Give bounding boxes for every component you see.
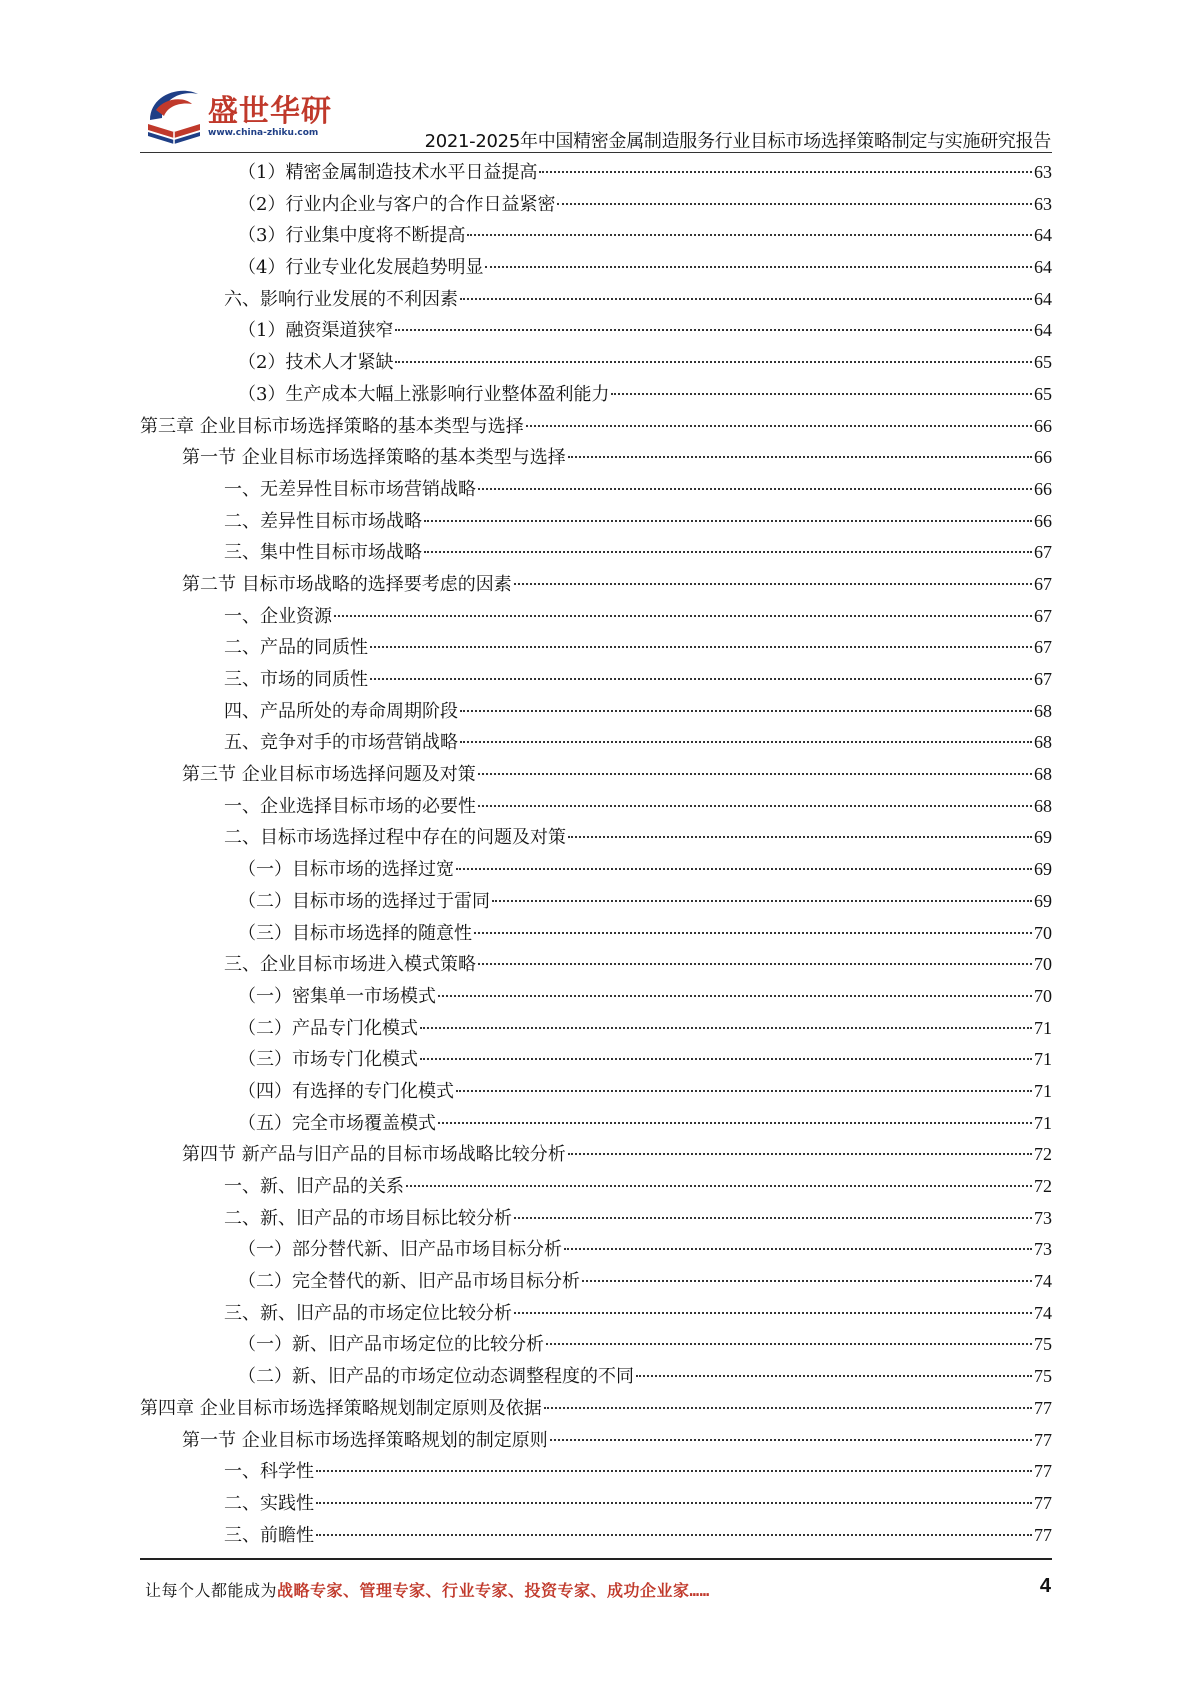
toc-entry[interactable] [140,601,1052,633]
toc-leader-dots [568,1153,1032,1155]
toc-entry-page: 63 [1034,193,1052,214]
toc-entry-title: 三、前瞻性 [224,1524,314,1546]
toc-entry-title: （2）行业内企业与客户的合作日益紧密 [238,193,556,215]
toc-entry-page: 74 [1034,1302,1052,1323]
toc-entry-page: 65 [1034,352,1052,373]
toc-entry-title: 一、企业资源 [224,605,332,627]
logo-url: www.china-zhiku.com [208,128,319,138]
toc-entry-title: 第一节 企业目标市场选择策略规划的制定原则 [182,1429,548,1451]
toc-entry-title: 四、产品所处的寿命周期阶段 [224,700,458,722]
toc-entry[interactable] [140,1108,1052,1140]
toc-entry-page: 64 [1034,225,1052,246]
toc-entry-page: 67 [1034,669,1052,689]
toc-entry-title: （3）生产成本大幅上涨影响行业整体盈利能力 [238,383,610,405]
toc-leader-dots [485,266,1032,268]
toc-entry[interactable] [140,474,1052,506]
toc-leader-dots [636,1375,1032,1377]
footer-slogan [145,1578,710,1601]
toc-entry-title: 二、目标市场选择过程中存在的问题及对策 [224,827,566,849]
toc-leader-dots [420,1058,1032,1060]
toc-entry-page: 70 [1034,985,1052,1006]
toc-entry-page: 63 [1034,162,1052,182]
toc-entry-page: 71 [1034,1049,1052,1070]
toc-leader-dots [526,425,1032,427]
toc-entry[interactable] [140,1266,1052,1298]
toc-leader-dots [316,1502,1032,1504]
toc-leader-dots [316,1534,1032,1536]
toc-entry-page: 73 [1034,1239,1052,1260]
toc-entry-title: 一、无差异性目标市场营销战略 [224,478,476,500]
toc-leader-dots [478,488,1032,490]
toc-entry-page: 68 [1034,795,1052,816]
toc-entry-title: （3）行业集中度将不断提高 [238,225,466,247]
toc-entry-title: （一）新、旧产品市场定位的比较分析 [238,1334,544,1356]
toc-entry-title: 六、影响行业发展的不利因素 [224,288,458,310]
toc-entry-title: 第三章 企业目标市场选择策略的基本类型与选择 [140,415,524,437]
toc-entry-page: 68 [1034,700,1052,721]
toc-leader-dots [568,836,1032,838]
toc-entry-page: 69 [1034,827,1052,848]
toc-entry-page: 77 [1034,1397,1052,1418]
toc-entry-page: 66 [1034,447,1052,468]
toc-entry-page: 69 [1034,859,1052,880]
toc-entry-title: （一）部分替代新、旧产品市场目标分析 [238,1239,562,1261]
toc-leader-dots [456,1090,1032,1092]
toc-entry[interactable] [140,664,1052,696]
footer-divider [140,1558,1052,1560]
toc-entry[interactable] [140,442,1052,474]
toc-leader-dots [467,234,1032,236]
toc-leader-dots [438,995,1032,997]
toc-leader-dots [514,1217,1032,1219]
header-divider [140,152,1052,153]
toc-entry-page: 72 [1034,1176,1052,1196]
toc-entry[interactable] [140,569,1052,601]
toc-entry-page: 77 [1034,1524,1052,1545]
toc-entry[interactable] [140,1329,1052,1361]
toc-entry-page: 70 [1034,954,1052,975]
toc-entry[interactable] [140,1013,1052,1045]
toc-entry-title: 二、差异性目标市场战略 [224,510,422,532]
toc-leader-dots [424,520,1032,522]
toc-entry[interactable] [140,1520,1052,1552]
toc-entry[interactable] [140,157,1052,189]
toc-entry-title: 二、新、旧产品的市场目标比较分析 [224,1207,512,1229]
toc-entry-page: 71 [1034,1112,1052,1133]
toc-entry-page: 71 [1034,1017,1052,1038]
toc-entry[interactable] [140,189,1052,221]
toc-entry-title: 第二节 目标市场战略的选择要考虑的因素 [182,573,512,595]
toc-leader-dots [456,868,1032,870]
toc-entry[interactable] [140,981,1052,1013]
toc-entry-title: （4）行业专业化发展趋势明显 [238,257,484,279]
toc-entry[interactable] [140,1234,1052,1266]
toc-leader-dots [334,615,1032,617]
toc-leader-dots [406,1185,1032,1187]
toc-entry-page: 68 [1034,732,1052,753]
toc-leader-dots [420,1027,1032,1029]
toc-entry[interactable] [140,347,1052,379]
toc-entry[interactable] [140,727,1052,759]
logo-name: 盛世华研 [208,94,332,129]
toc-leader-dots [611,393,1032,395]
toc-entry-title: 三、企业目标市场进入模式策略 [224,954,476,976]
toc-entry-title: （三）市场专门化模式 [238,1049,418,1071]
toc-entry-page: 77 [1034,1492,1052,1513]
toc-leader-dots [478,805,1032,807]
toc-entry-title: （2）技术人才紧缺 [238,352,394,374]
toc-leader-dots [568,456,1032,458]
toc-entry-page: 64 [1034,257,1052,278]
toc-entry-title: （四）有选择的专门化模式 [238,1080,454,1102]
toc-entry-title: 三、集中性目标市场战略 [224,542,422,564]
toc-leader-dots [514,1312,1032,1314]
table-of-contents [140,157,1052,1551]
toc-entry-page: 75 [1034,1366,1052,1387]
toc-entry-title: 一、企业选择目标市场的必要性 [224,795,476,817]
toc-leader-dots [395,329,1032,331]
toc-entry-page: 66 [1034,510,1052,531]
toc-leader-dots [316,1470,1032,1472]
toc-leader-dots [438,1122,1032,1124]
toc-entry[interactable] [140,1044,1052,1076]
toc-leader-dots [370,646,1032,648]
report-title: 2021-2025年中国精密金属制造服务行业目标市场选择策略制定与实施研究报告 [424,131,1051,152]
toc-entry[interactable] [140,1171,1052,1203]
toc-entry[interactable] [140,252,1052,284]
toc-leader-dots [478,773,1032,775]
toc-entry-page: 67 [1034,542,1052,563]
toc-entry[interactable] [140,220,1052,252]
toc-entry-title: 一、科学性 [224,1461,314,1483]
toc-entry-title: （1）融资渠道狭窄 [238,320,394,342]
toc-leader-dots [460,298,1032,300]
toc-leader-dots [544,1407,1032,1409]
toc-entry[interactable] [140,759,1052,791]
toc-entry-page: 67 [1034,573,1052,594]
toc-entry-title: （三）目标市场选择的随意性 [238,922,472,944]
toc-leader-dots [546,1343,1032,1345]
toc-entry-page: 72 [1034,1144,1052,1165]
toc-entry[interactable] [140,854,1052,886]
toc-entry-title: （二）目标市场的选择过于雷同 [238,890,490,912]
toc-entry[interactable] [140,315,1052,347]
toc-entry-title: 二、产品的同质性 [224,637,368,659]
toc-entry-title: 第三节 企业目标市场选择问题及对策 [182,764,476,786]
toc-entry-page: 77 [1034,1429,1052,1450]
company-logo [140,80,332,150]
toc-entry[interactable] [140,379,1052,411]
toc-entry[interactable] [140,918,1052,950]
toc-entry-page: 64 [1034,288,1052,309]
toc-entry-page: 73 [1034,1207,1052,1228]
toc-entry-page: 71 [1034,1080,1052,1101]
logo-book-icon [140,80,210,150]
toc-entry-title: （一）密集单一市场模式 [238,985,436,1007]
toc-entry[interactable] [140,506,1052,538]
toc-entry-title: （五）完全市场覆盖模式 [238,1112,436,1134]
toc-entry-page: 67 [1034,605,1052,626]
toc-entry-page: 70 [1034,922,1052,943]
toc-entry[interactable] [140,1456,1052,1488]
toc-entry-title: 第四节 新产品与旧产品的目标市场战略比较分析 [182,1144,566,1166]
toc-entry-page: 66 [1034,478,1052,499]
page-number: 4 [1039,1575,1051,1597]
toc-entry[interactable] [140,1139,1052,1171]
toc-entry[interactable] [140,791,1052,823]
toc-entry-title: （二）完全替代的新、旧产品市场目标分析 [238,1271,580,1293]
toc-entry-page: 75 [1034,1334,1052,1355]
page-header [0,0,1191,150]
toc-entry-page: 65 [1034,383,1052,404]
toc-entry-title: （二）产品专门化模式 [238,1017,418,1039]
toc-leader-dots [582,1280,1032,1282]
slogan-prefix: 让每个人都能成为 [145,1581,278,1600]
toc-entry[interactable] [140,822,1052,854]
toc-leader-dots [478,963,1032,965]
toc-leader-dots [550,1439,1032,1441]
toc-entry[interactable] [140,1298,1052,1330]
toc-entry-title: 二、实践性 [224,1492,314,1514]
toc-entry-page: 66 [1034,415,1052,436]
toc-entry[interactable] [140,411,1052,443]
toc-leader-dots [564,1248,1032,1250]
toc-entry[interactable] [140,632,1052,664]
toc-leader-dots [370,678,1032,680]
toc-entry-title: 第四章 企业目标市场选择策略规划制定原则及依据 [140,1397,542,1419]
toc-entry[interactable] [140,949,1052,981]
toc-entry-title: （一）目标市场的选择过宽 [238,859,454,881]
toc-entry-page: 67 [1034,637,1052,658]
toc-entry-title: 三、市场的同质性 [224,669,368,690]
toc-leader-dots [395,361,1032,363]
toc-entry-page: 68 [1034,764,1052,785]
toc-entry[interactable] [140,1361,1052,1393]
toc-entry-title: 三、新、旧产品的市场定位比较分析 [224,1302,512,1324]
toc-leader-dots [424,551,1032,553]
toc-leader-dots [539,171,1032,173]
toc-leader-dots [514,583,1032,585]
toc-entry[interactable] [140,886,1052,918]
toc-entry[interactable] [140,1488,1052,1520]
toc-leader-dots [474,932,1032,934]
toc-entry-title: （二）新、旧产品的市场定位动态调整程度的不同 [238,1366,634,1388]
toc-leader-dots [460,710,1032,712]
toc-entry[interactable] [140,1393,1052,1425]
toc-entry-title: 五、竞争对手的市场营销战略 [224,732,458,754]
toc-entry-page: 69 [1034,890,1052,911]
toc-entry[interactable] [140,1203,1052,1235]
slogan-highlight: 战略专家、管理专家、行业专家、投资专家、成功企业家…… [277,1581,710,1600]
toc-entry[interactable] [140,284,1052,316]
toc-entry-title: （1）精密金属制造技术水平日益提高 [238,162,538,183]
toc-entry[interactable] [140,1425,1052,1457]
toc-leader-dots [557,203,1032,205]
toc-leader-dots [460,741,1032,743]
toc-leader-dots [492,900,1032,902]
toc-entry-page: 77 [1034,1461,1052,1482]
toc-entry[interactable] [140,696,1052,728]
toc-entry[interactable] [140,537,1052,569]
toc-entry-page: 74 [1034,1271,1052,1292]
toc-entry-title: 第一节 企业目标市场选择策略的基本类型与选择 [182,447,566,469]
toc-entry-page: 64 [1034,320,1052,341]
toc-entry[interactable] [140,1076,1052,1108]
toc-entry-title: 一、新、旧产品的关系 [224,1176,404,1197]
